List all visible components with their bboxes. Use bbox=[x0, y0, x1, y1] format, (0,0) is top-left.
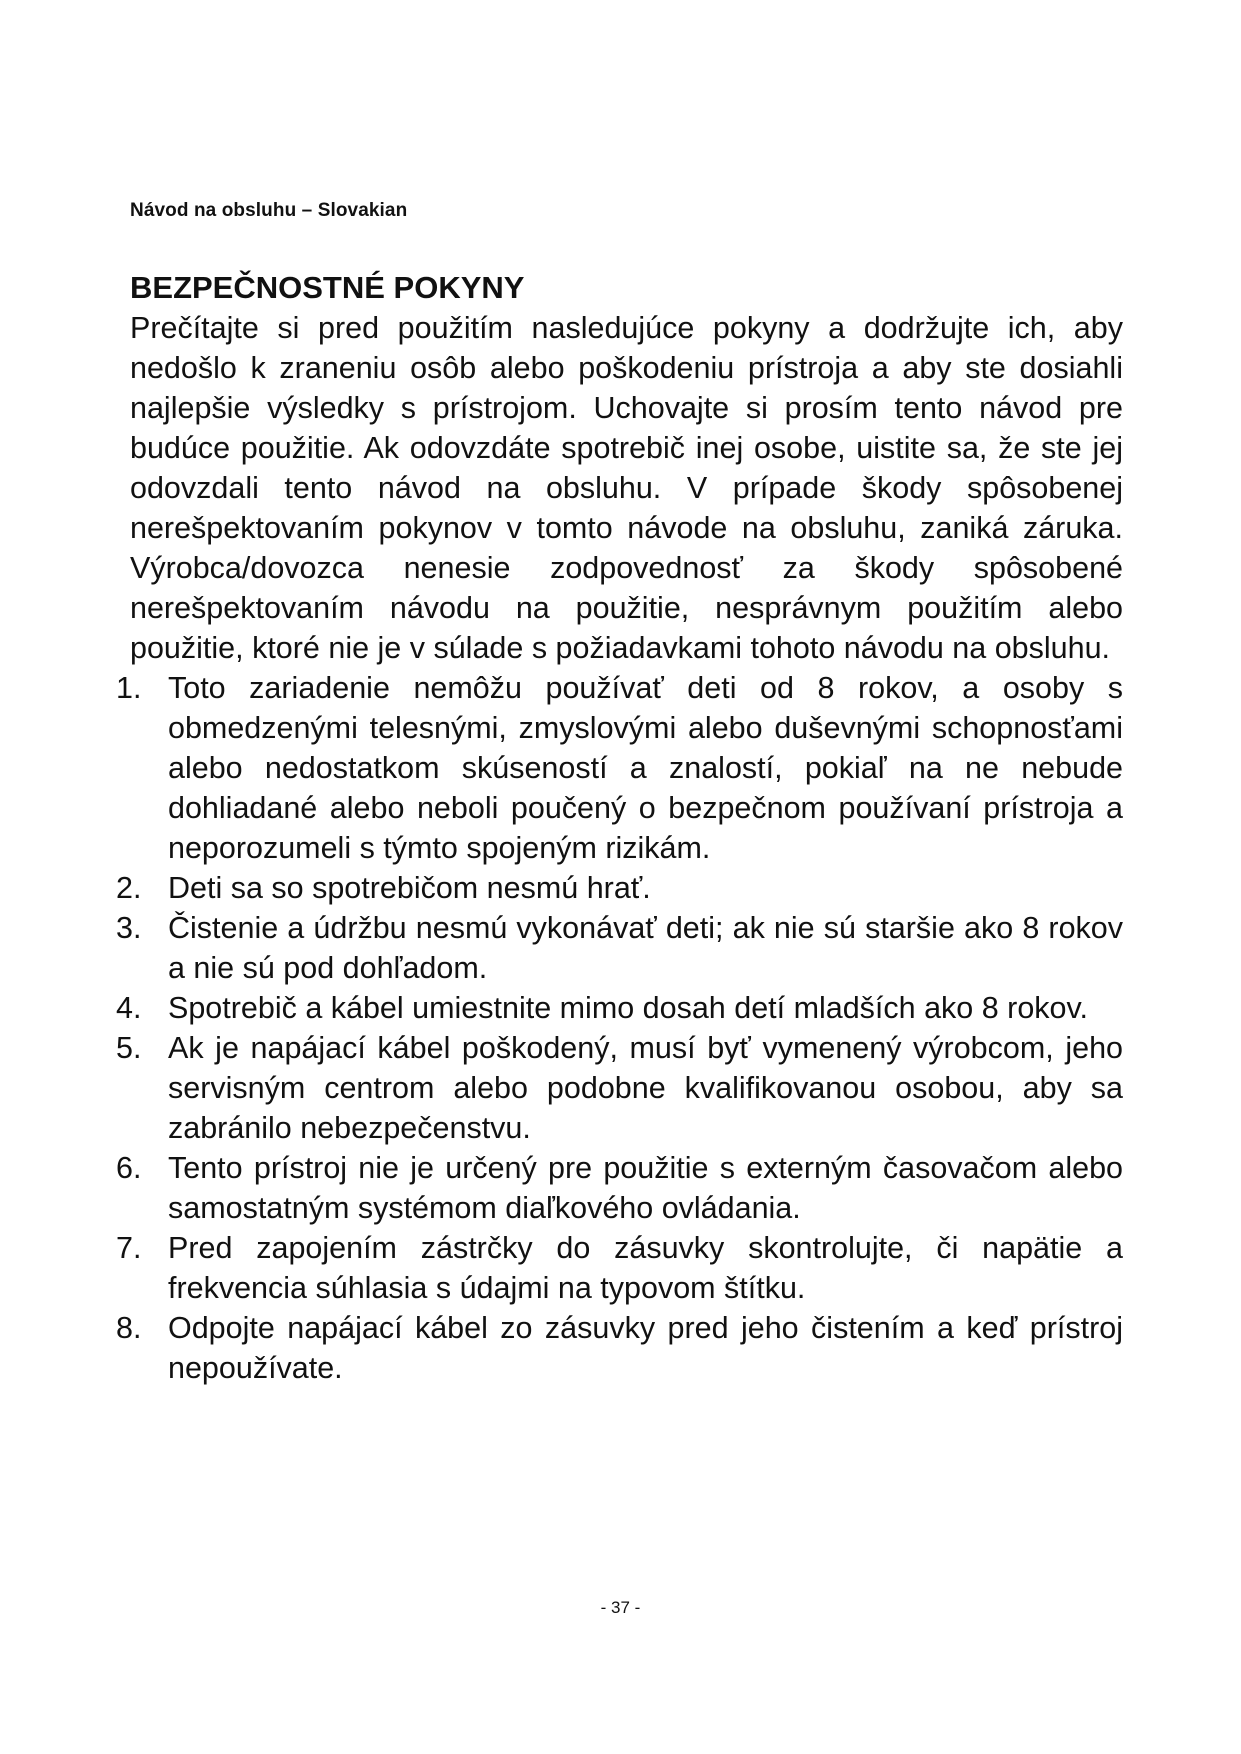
list-item bbox=[116, 908, 1123, 988]
item-text: Toto zariadenie nemôžu používať deti od 8 rokov, a osoby s obmedzenými telesnými, zmyslovými alebo duševnými schopnosťami alebo nedostatkom skúseností a znalostí, pokiaľ na ne nebude dohliadané alebo neboli poučený o bezpečnom používaní prístroja a neporozumeli s týmto spojeným rizikám. bbox=[168, 671, 1123, 865]
item-number: 5. bbox=[116, 1031, 142, 1065]
item-text: Deti sa so spotrebičom nesmú hrať. bbox=[168, 871, 651, 905]
intro-paragraph: Prečítajte si pred použitím nasledujúce pokyny a dodržujte ich, aby nedošlo k zraneniu osôb alebo poškodeniu prístroja a aby ste dosiahli najlepšie výsledky s prístrojom. Uchovajte si prosím tento návod pre budúce použitie. Ak odovzdáte spotrebič inej osobe, uistite sa, že ste jej odovzdali tento návod na obsluhu. V prípade škody spôsobenej nerešpektovaním pokynov v tomto návode na obsluhu, zaniká záruka. Výrobca/dovozca nenesie zodpovednosť za škody spôsobené nerešpektovaním návodu na použitie, nesprávnym použitím alebo použitie, ktoré nie je v súlade s požiadavkami tohoto návodu na obsluhu. bbox=[130, 311, 1123, 665]
page-header: Návod na obsluhu – Slovakian bbox=[130, 200, 408, 221]
item-number: 7. bbox=[116, 1231, 142, 1265]
item-text: Spotrebič a kábel umiestnite mimo dosah detí mladších ako 8 rokov. bbox=[168, 991, 1088, 1025]
list-item bbox=[116, 1028, 1123, 1148]
item-number: 2. bbox=[116, 871, 142, 905]
list-item bbox=[116, 1228, 1123, 1308]
item-number: 6. bbox=[116, 1151, 142, 1185]
item-text: Čistenie a údržbu nesmú vykonávať deti; ak nie sú staršie ako 8 rokov a nie sú pod dohľadom. bbox=[168, 911, 1123, 985]
item-number: 8. bbox=[116, 1311, 142, 1345]
page-number: - 37 - bbox=[600, 1598, 641, 1617]
item-text: Ak je napájací kábel poškodený, musí byť vymenený výrobcom, jeho servisným centrom alebo podobne kvalifikovanou osobou, aby sa zabránilo nebezpečenstvu. bbox=[168, 1031, 1123, 1145]
list-item bbox=[116, 668, 1123, 868]
safety-section bbox=[116, 268, 1123, 1388]
item-number: 4. bbox=[116, 991, 142, 1025]
list-item bbox=[116, 1148, 1123, 1228]
item-number: 3. bbox=[116, 911, 142, 945]
item-text: Pred zapojením zástrčky do zásuvky skontrolujte, či napätie a frekvencia súhlasia s údajmi na typovom štítku. bbox=[168, 1231, 1123, 1305]
item-text: Tento prístroj nie je určený pre použitie s externým časovačom alebo samostatným systémom diaľkového ovládania. bbox=[168, 1151, 1123, 1225]
section-title: BEZPEČNOSTNÉ POKYNY bbox=[130, 270, 525, 305]
list-item bbox=[116, 868, 1123, 908]
list-item bbox=[116, 988, 1123, 1028]
safety-instructions-list bbox=[116, 668, 1123, 1388]
item-text: Odpojte napájací kábel zo zásuvky pred jeho čistením a keď prístroj nepoužívate. bbox=[168, 1311, 1123, 1385]
list-item bbox=[116, 1308, 1123, 1388]
item-number: 1. bbox=[116, 671, 142, 705]
